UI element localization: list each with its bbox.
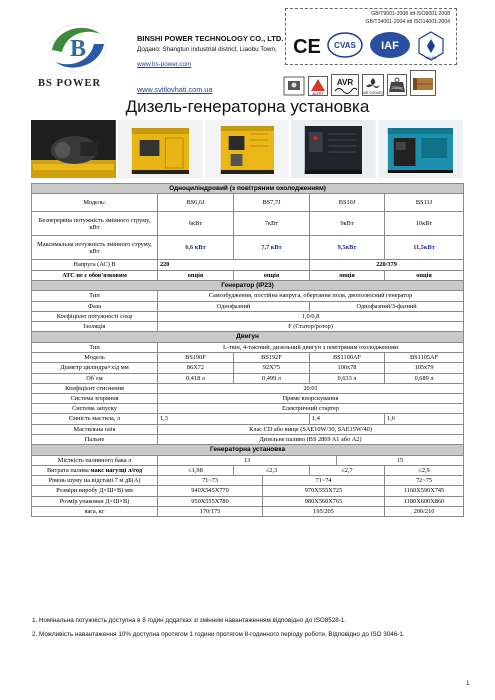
cert-logos [292, 31, 446, 61]
cell: Однофазний/3-фазний [310, 301, 464, 311]
ukas-seal-icon [416, 31, 446, 61]
row-label: Мастильна олія [32, 424, 158, 434]
table-row-model [32, 194, 464, 212]
row-label: Діаметр циліндра×хід мм [32, 363, 158, 373]
row-label: Система згоряння [32, 393, 158, 403]
photo-blue-generator [378, 120, 463, 178]
row-label: Коефіцієнт потужності cosφ [32, 311, 158, 321]
cell: ≤1,98 [158, 465, 234, 475]
table-row-engine-model [32, 353, 464, 363]
row-label: Пальне [32, 434, 158, 444]
product-photos [31, 120, 463, 178]
company-address: Додано: Shangtun industrial district, Liaobu Town, [137, 46, 277, 53]
table-row-phase [32, 301, 464, 311]
cell: 15 [337, 455, 464, 465]
table-row-displacement [32, 373, 464, 383]
table-row-voltage [32, 260, 464, 270]
table-row-starting [32, 404, 464, 414]
iaf-seal-icon [368, 31, 412, 59]
table-row-consumption [32, 465, 464, 475]
table-row-max-power [32, 236, 464, 260]
engine-icon [283, 76, 305, 96]
cell: BS6,6J [158, 194, 234, 212]
cell: Клас CD або вище (SAE10W/30, SAE15W/40) [158, 424, 464, 434]
cert-line-iso14001: GB/T24001-2004 idt ISO14001:2004 [365, 19, 450, 25]
section-title: Генератор (IP23) [32, 280, 464, 290]
cell: 9кВт [310, 212, 385, 236]
cell: 9,5кВт [310, 236, 385, 260]
cell: 7кВт [234, 212, 310, 236]
label-emphasis: макс нагузці л/год [90, 466, 142, 474]
footnote-2: 2. Можливість навантаження 10% доступна протягом 1 години протягом 8-годинного періоду роботи. Відповідно до ISO 3046-1. [32, 631, 405, 638]
svg-text:CE: CE [293, 36, 321, 58]
row-label: Розмір упаковки Д×Ш×В) [32, 496, 158, 506]
cell: 970X555X725 [263, 486, 385, 496]
cell: 71~74 [263, 476, 385, 486]
svg-text:ALERT: ALERT [312, 92, 324, 96]
cell: 200/210 [385, 506, 464, 516]
cell: BS1100AF [310, 353, 385, 363]
cell: 0,633 л [310, 373, 385, 383]
armature-icon [410, 70, 436, 96]
table-row-noise [32, 476, 464, 486]
section-title: Одноциліндровий (з повітряним охолодженням) [32, 184, 464, 194]
cell: 170/175 [158, 506, 263, 516]
section-title: Двигун [32, 332, 464, 342]
row-label: Коефіцієнт стиснення [32, 383, 158, 393]
cell: 105x79 [385, 363, 464, 373]
cell: 92X75 [234, 363, 310, 373]
row-label: Безперервна потужність змінного струму, кВт [32, 212, 158, 236]
company-logo [38, 18, 118, 78]
photo-yellow-generator-1 [118, 120, 203, 178]
cell: 1180X600X860 [385, 496, 464, 506]
air-cooled-badge-icon [362, 74, 384, 96]
photo-dark-generator [291, 120, 376, 178]
cell: Пряме впорскування [158, 393, 464, 403]
row-label [32, 465, 158, 475]
section-title: Генераторна установка [32, 445, 464, 455]
cell: 13 [158, 455, 337, 465]
row-label: Максимальна потужність змінного струму, кВт [32, 236, 158, 260]
svg-text:IAF: IAF [381, 40, 399, 52]
cell: 220/379 [310, 260, 464, 270]
row-label: Модель: [32, 194, 158, 212]
row-label: Модель [32, 353, 158, 363]
row-label: Ємність мастила, л [32, 414, 158, 424]
cell: 10кВт [385, 212, 464, 236]
cell: Дизельне паливо (BS 2869 A1 або A2) [158, 434, 464, 444]
cell: 0,689 л [385, 373, 464, 383]
cell: 6кВт [158, 212, 234, 236]
cell: 220 [158, 260, 310, 270]
row-label: Тип [32, 291, 158, 301]
row-label: вага, кг [32, 506, 158, 516]
svg-text:CVAS: CVAS [334, 41, 356, 50]
logo-text: BS POWER [38, 78, 102, 89]
alert-badge-icon [308, 76, 328, 96]
footnote-1: 1. Номінальна потужність доступна в 8 годин додатках зі змінним навантаженням відповідно до ISO8528-1. [32, 617, 347, 624]
table-row-power-factor [32, 311, 464, 321]
cell: 1,6 [385, 414, 464, 424]
table-row-ats [32, 270, 464, 280]
photo-open-generator [31, 120, 116, 178]
row-label: Місткість паливного бака л [32, 455, 158, 465]
cell: 7,7 кВт [234, 236, 310, 260]
cell: 1,0/0,8 [158, 311, 464, 321]
table-row-insulation [32, 322, 464, 332]
row-label: Напруга (АС) В [32, 260, 158, 270]
cert-line-iso9001: GB/T9001-2008 idt ISO9001:2008 [371, 11, 450, 17]
cell: 0,418 л [158, 373, 234, 383]
cell: опція [158, 270, 234, 280]
cell: 1160X590X745 [385, 486, 464, 496]
cell: 950X555X780 [158, 496, 263, 506]
table-row-engine-type [32, 342, 464, 352]
cell: BS10J [310, 194, 385, 212]
cell: опція [234, 270, 310, 280]
photo-yellow-generator-2 [205, 120, 290, 178]
svg-text:UKAS: UKAS [425, 55, 437, 60]
row-label: Об`єм [32, 373, 158, 383]
cell: 940X545X770 [158, 486, 263, 496]
table-row-bore-stroke [32, 363, 464, 373]
section-header-single-cylinder [32, 184, 464, 194]
row-label: Система запуску [32, 404, 158, 414]
cell: 6,6 кВт [158, 236, 234, 260]
cell: опція [385, 270, 464, 280]
cell: 11,5кВт [385, 236, 464, 260]
table-row-package [32, 496, 464, 506]
table-row-combustion [32, 393, 464, 403]
svg-text:AIR COOLED: AIR COOLED [363, 91, 383, 95]
svg-text:B: B [69, 36, 87, 62]
table-row-tank [32, 455, 464, 465]
row-label: Фаза [32, 301, 158, 311]
weight-badge-icon [387, 74, 407, 96]
cell: BS7,7J [234, 194, 310, 212]
table-row-dimensions [32, 486, 464, 496]
svg-text:AVR: AVR [336, 78, 354, 87]
table-row-rated-power [32, 212, 464, 236]
row-label: Ізоляція [32, 322, 158, 332]
cell: 72~75 [385, 476, 464, 486]
company-website-link[interactable]: www.bs-power.com [137, 61, 192, 68]
cell: 71~73 [158, 476, 263, 486]
cell: 0,499 л [234, 373, 310, 383]
page-number: 1 [466, 680, 470, 687]
cell: опція [310, 270, 385, 280]
row-label: АТС не є обов'язковим [32, 270, 158, 280]
table-row-fuel [32, 434, 464, 444]
cell: BS1105AF [385, 353, 464, 363]
table-row-oil-capacity [32, 414, 464, 424]
section-header-genset [32, 445, 464, 455]
cvas-seal-icon [326, 31, 364, 59]
section-header-generator [32, 280, 464, 290]
table-row-weight [32, 506, 464, 516]
avr-badge-icon [331, 74, 359, 96]
cell: 980X560X765 [263, 496, 385, 506]
cell: ≤2,9 [385, 465, 464, 475]
cell: 86X72 [158, 363, 234, 373]
cell: 1,4 [310, 414, 385, 424]
table-row-compression [32, 383, 464, 393]
company-name: BINSHI POWER TECHNOLOGY CO., LTD. [137, 34, 284, 43]
cell: F (Статор/ротор) [158, 322, 464, 332]
row-label: Рівень шуму на відстані 7 м дБ(А) [32, 476, 158, 486]
page-title: Дизель-генераторна установка [125, 97, 370, 116]
label-part: Витрата палива [46, 466, 91, 474]
cell: BS192F [234, 353, 310, 363]
svg-text:230kg: 230kg [391, 85, 403, 90]
feature-badges [283, 70, 436, 96]
cell: BS11J [385, 194, 464, 212]
cell: 20:01 [158, 383, 464, 393]
ce-mark-icon [292, 31, 322, 59]
cell: Самозбудження, постійна напруга, обертання поля, двополюсний генератор [158, 291, 464, 301]
dealer-website-link[interactable]: www.svitlovhati.com.ua [137, 85, 213, 94]
section-header-engine [32, 332, 464, 342]
cell: Однофазний [158, 301, 310, 311]
table-row-oil [32, 424, 464, 434]
row-label: Розміри виробу Д×Ш×В) мм [32, 486, 158, 496]
row-label: Тип [32, 342, 158, 352]
cell: ≤2,3 [234, 465, 310, 475]
cell: Електричний стартер [158, 404, 464, 414]
cell: 100x78 [310, 363, 385, 373]
certification-box [285, 8, 457, 65]
cell: L-твін, 4-тактний, дизельний двигун з повітряним охолодженням [158, 342, 464, 352]
cell: 195/205 [263, 506, 385, 516]
cell: BS190F [158, 353, 234, 363]
cell: ≤2,7 [310, 465, 385, 475]
table-row-gen-type [32, 291, 464, 301]
cell: 1,3 [158, 414, 310, 424]
spec-table [31, 183, 464, 517]
